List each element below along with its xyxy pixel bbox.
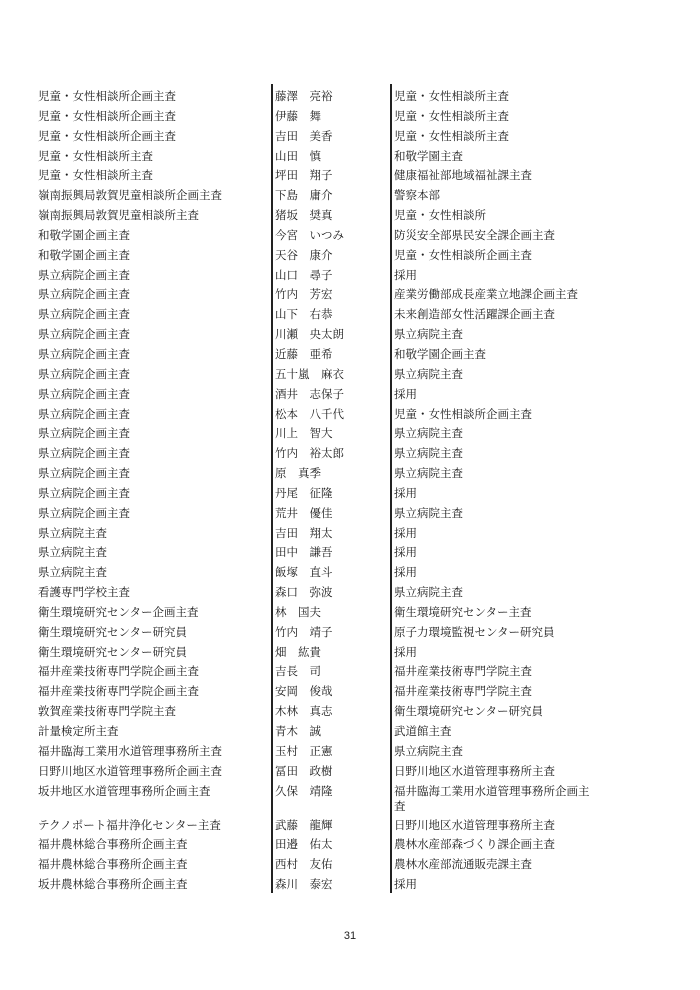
person-name: 川瀬 央太朗 (275, 327, 344, 342)
table-row (38, 623, 678, 643)
person-name: 山下 右恭 (275, 307, 333, 322)
new-position: 産業労働部成長産業立地課企画主査 (394, 287, 578, 302)
person-name: 吉長 司 (275, 664, 321, 679)
previous-position: 看護専門学校主査 (38, 585, 130, 600)
previous-position: 嶺南振興局敦賀児童相談所主査 (38, 208, 199, 223)
previous-position: 衛生環境研究センター企画主査 (38, 604, 199, 619)
previous-position: 福井臨海工業用水道管理事務所主査 (38, 743, 222, 758)
table-row (38, 444, 678, 464)
table-row (38, 405, 678, 425)
table-row (38, 147, 678, 167)
previous-position: 県立病院企画主査 (38, 466, 130, 481)
new-position: 衛生環境研究センター主査 (394, 604, 532, 619)
table-row (38, 742, 678, 762)
new-position: 県立病院主査 (394, 426, 463, 441)
table-row (38, 206, 678, 226)
table-row (38, 682, 678, 702)
new-position: 児童・女性相談所主査 (394, 89, 509, 103)
previous-position: 県立病院企画主査 (38, 485, 130, 500)
new-position: 児童・女性相談所企画主査 (394, 247, 532, 262)
table-row (38, 662, 678, 682)
new-position: 日野川地区水道管理事務所主査 (394, 817, 555, 832)
person-name: 冨田 政樹 (275, 763, 333, 778)
new-position: 衛生環境研究センター研究員 (394, 704, 544, 719)
previous-position: 児童・女性相談所主査 (38, 168, 153, 183)
new-position: 採用 (394, 644, 417, 659)
previous-position: 児童・女性相談所企画主査 (38, 128, 176, 143)
new-position: 採用 (394, 386, 417, 401)
previous-position: 県立病院主査 (38, 545, 107, 560)
person-name: 西村 友佑 (275, 857, 333, 872)
person-name: 下島 庸介 (275, 188, 333, 203)
previous-position: 日野川地区水道管理事務所企画主査 (38, 763, 222, 778)
new-position: 健康福祉部地域福祉課主査 (394, 168, 532, 183)
new-position: 農林水産部流通販売課主査 (394, 857, 532, 872)
table-row (38, 603, 678, 623)
new-position: 和敬学園企画主査 (394, 346, 486, 361)
new-position: 福井産業技術専門学院主査 (394, 664, 532, 679)
new-position: 日野川地区水道管理事務所主査 (394, 763, 555, 778)
new-position: 農林水産部森づくり課企画主査 (394, 837, 555, 852)
person-name: 松本 八千代 (275, 406, 344, 421)
new-position: 県立病院主査 (394, 327, 463, 342)
previous-position: 県立病院企画主査 (38, 406, 130, 421)
new-position: 県立病院主査 (394, 366, 463, 381)
new-position: 警察本部 (394, 188, 440, 203)
previous-position: 県立病院企画主査 (38, 327, 130, 342)
previous-position: 福井農林総合事務所企画主査 (38, 857, 188, 872)
table-row (38, 643, 678, 663)
previous-position: 県立病院主査 (38, 525, 107, 540)
person-name: 玉村 正憲 (275, 743, 333, 758)
person-name: 原 真季 (275, 466, 321, 481)
previous-position: 敦賀産業技術専門学院主査 (38, 704, 176, 719)
previous-position: テクノポート福井浄化センター主査 (38, 817, 221, 832)
new-position: 和敬学園主査 (394, 148, 463, 163)
table-row (38, 246, 678, 266)
person-name: 安岡 俊哉 (275, 684, 333, 699)
previous-position: 坂井農林総合事務所企画主査 (38, 877, 188, 892)
previous-position: 嶺南振興局敦賀児童相談所企画主査 (38, 188, 222, 203)
previous-position: 計量検定所主査 (38, 724, 119, 738)
previous-position: 和敬学園企画主査 (38, 227, 130, 242)
previous-position: 県立病院企画主査 (38, 267, 130, 282)
person-name: 酒井 志保子 (275, 386, 344, 401)
person-name: 田邉 佑太 (275, 837, 333, 852)
person-name: 竹内 裕太郎 (275, 446, 344, 461)
table-row (38, 127, 678, 147)
new-position: 県立病院主査 (394, 505, 463, 520)
table-row (38, 285, 678, 305)
person-name: 近藤 亜希 (275, 346, 333, 361)
person-name: 五十嵐 麻衣 (275, 366, 344, 381)
new-position: 未来創造部女性活躍課企画主査 (394, 307, 555, 322)
person-name: 畑 紘貴 (275, 644, 321, 659)
table-row (38, 782, 678, 816)
previous-position: 児童・女性相談所企画主査 (38, 89, 176, 103)
table-row (38, 87, 678, 107)
table-row (38, 762, 678, 782)
new-position: 福井臨海工業用水道管理事務所企画主査 (394, 783, 590, 813)
new-position: 福井産業技術専門学院主査 (394, 684, 532, 699)
previous-position: 県立病院企画主査 (38, 287, 130, 302)
person-name: 久保 靖隆 (275, 783, 333, 798)
new-position: 採用 (394, 485, 417, 500)
previous-position: 県立病院企画主査 (38, 346, 130, 361)
person-name: 山口 尋子 (275, 267, 333, 282)
new-position: 採用 (394, 545, 417, 560)
table-row (38, 385, 678, 405)
new-position: 原子力環境監視センター研究員 (394, 624, 555, 639)
person-name: 田中 謙吾 (275, 545, 333, 560)
new-position: 児童・女性相談所主査 (394, 128, 509, 143)
table-row (38, 464, 678, 484)
previous-position: 福井産業技術専門学院企画主査 (38, 664, 199, 679)
previous-position: 福井農林総合事務所企画主査 (38, 837, 188, 852)
previous-position: 県立病院主査 (38, 565, 107, 580)
person-name: 木林 真志 (275, 704, 333, 719)
person-name: 吉田 美香 (275, 128, 333, 143)
previous-position: 県立病院企画主査 (38, 386, 130, 401)
table-row (38, 107, 678, 127)
person-name: 山田 慎 (275, 148, 321, 163)
table-row (38, 722, 678, 742)
person-name: 天谷 康介 (275, 247, 333, 262)
table-row (38, 325, 678, 345)
new-position: 採用 (394, 267, 417, 282)
table-row (38, 855, 678, 875)
person-name: 竹内 芳宏 (275, 287, 333, 302)
person-name: 武藤 龍輝 (275, 817, 333, 832)
person-name: 今宮 いつみ (275, 227, 344, 242)
previous-position: 坂井地区水道管理事務所企画主査 (38, 783, 211, 798)
person-name: 竹内 靖子 (275, 624, 333, 639)
person-name: 飯塚 直斗 (275, 565, 333, 580)
table-row (38, 345, 678, 365)
new-position: 児童・女性相談所主査 (394, 108, 509, 123)
table-row (38, 583, 678, 603)
table-row (38, 365, 678, 385)
new-position: 防災安全部県民安全課企画主査 (394, 227, 555, 242)
table-row (38, 702, 678, 722)
table-row (38, 504, 678, 524)
person-name: 猪坂 奨真 (275, 208, 333, 223)
new-position: 県立病院主査 (394, 743, 463, 758)
table-row (38, 226, 678, 246)
table-row (38, 305, 678, 325)
table-row (38, 166, 678, 186)
table-row (38, 563, 678, 583)
person-name: 伊藤 舞 (275, 108, 321, 123)
table-row (38, 266, 678, 286)
previous-position: 県立病院企画主査 (38, 446, 130, 461)
person-name: 森川 泰宏 (275, 877, 333, 892)
new-position: 県立病院主査 (394, 585, 463, 600)
table-row (38, 424, 678, 444)
previous-position: 福井産業技術専門学院企画主査 (38, 684, 199, 699)
previous-position: 和敬学園企画主査 (38, 247, 130, 262)
table-row (38, 816, 678, 836)
new-position: 児童・女性相談所企画主査 (394, 406, 532, 421)
new-position: 採用 (394, 565, 417, 580)
previous-position: 衛生環境研究センター研究員 (38, 644, 188, 659)
table-row (38, 543, 678, 563)
table-row (38, 875, 678, 895)
new-position: 児童・女性相談所 (394, 208, 486, 223)
person-name: 丹尾 征隆 (275, 485, 333, 500)
person-name: 坪田 翔子 (275, 168, 333, 183)
personnel-transfer-table (38, 87, 678, 895)
new-position: 武道館主査 (394, 724, 452, 738)
person-name: 吉田 翔太 (275, 525, 333, 540)
person-name: 荒井 優佳 (275, 505, 333, 520)
person-name: 林 国夫 (275, 604, 321, 619)
previous-position: 県立病院企画主査 (38, 505, 130, 520)
page-number: 31 (343, 930, 357, 942)
new-position: 採用 (394, 525, 417, 540)
previous-position: 県立病院企画主査 (38, 307, 130, 322)
person-name: 森口 弥波 (275, 585, 333, 600)
person-name: 青木 誠 (275, 724, 321, 738)
table-row (38, 524, 678, 544)
previous-position: 県立病院企画主査 (38, 426, 130, 441)
new-position: 県立病院主査 (394, 446, 463, 461)
previous-position: 児童・女性相談所企画主査 (38, 108, 176, 123)
table-row (38, 484, 678, 504)
new-position: 採用 (394, 877, 417, 892)
person-name: 藤澤 亮裕 (275, 89, 333, 103)
table-row (38, 835, 678, 855)
previous-position: 県立病院企画主査 (38, 366, 130, 381)
table-row (38, 186, 678, 206)
previous-position: 衛生環境研究センター研究員 (38, 624, 188, 639)
new-position: 県立病院主査 (394, 466, 463, 481)
person-name: 川上 智大 (275, 426, 333, 441)
previous-position: 児童・女性相談所主査 (38, 148, 153, 163)
